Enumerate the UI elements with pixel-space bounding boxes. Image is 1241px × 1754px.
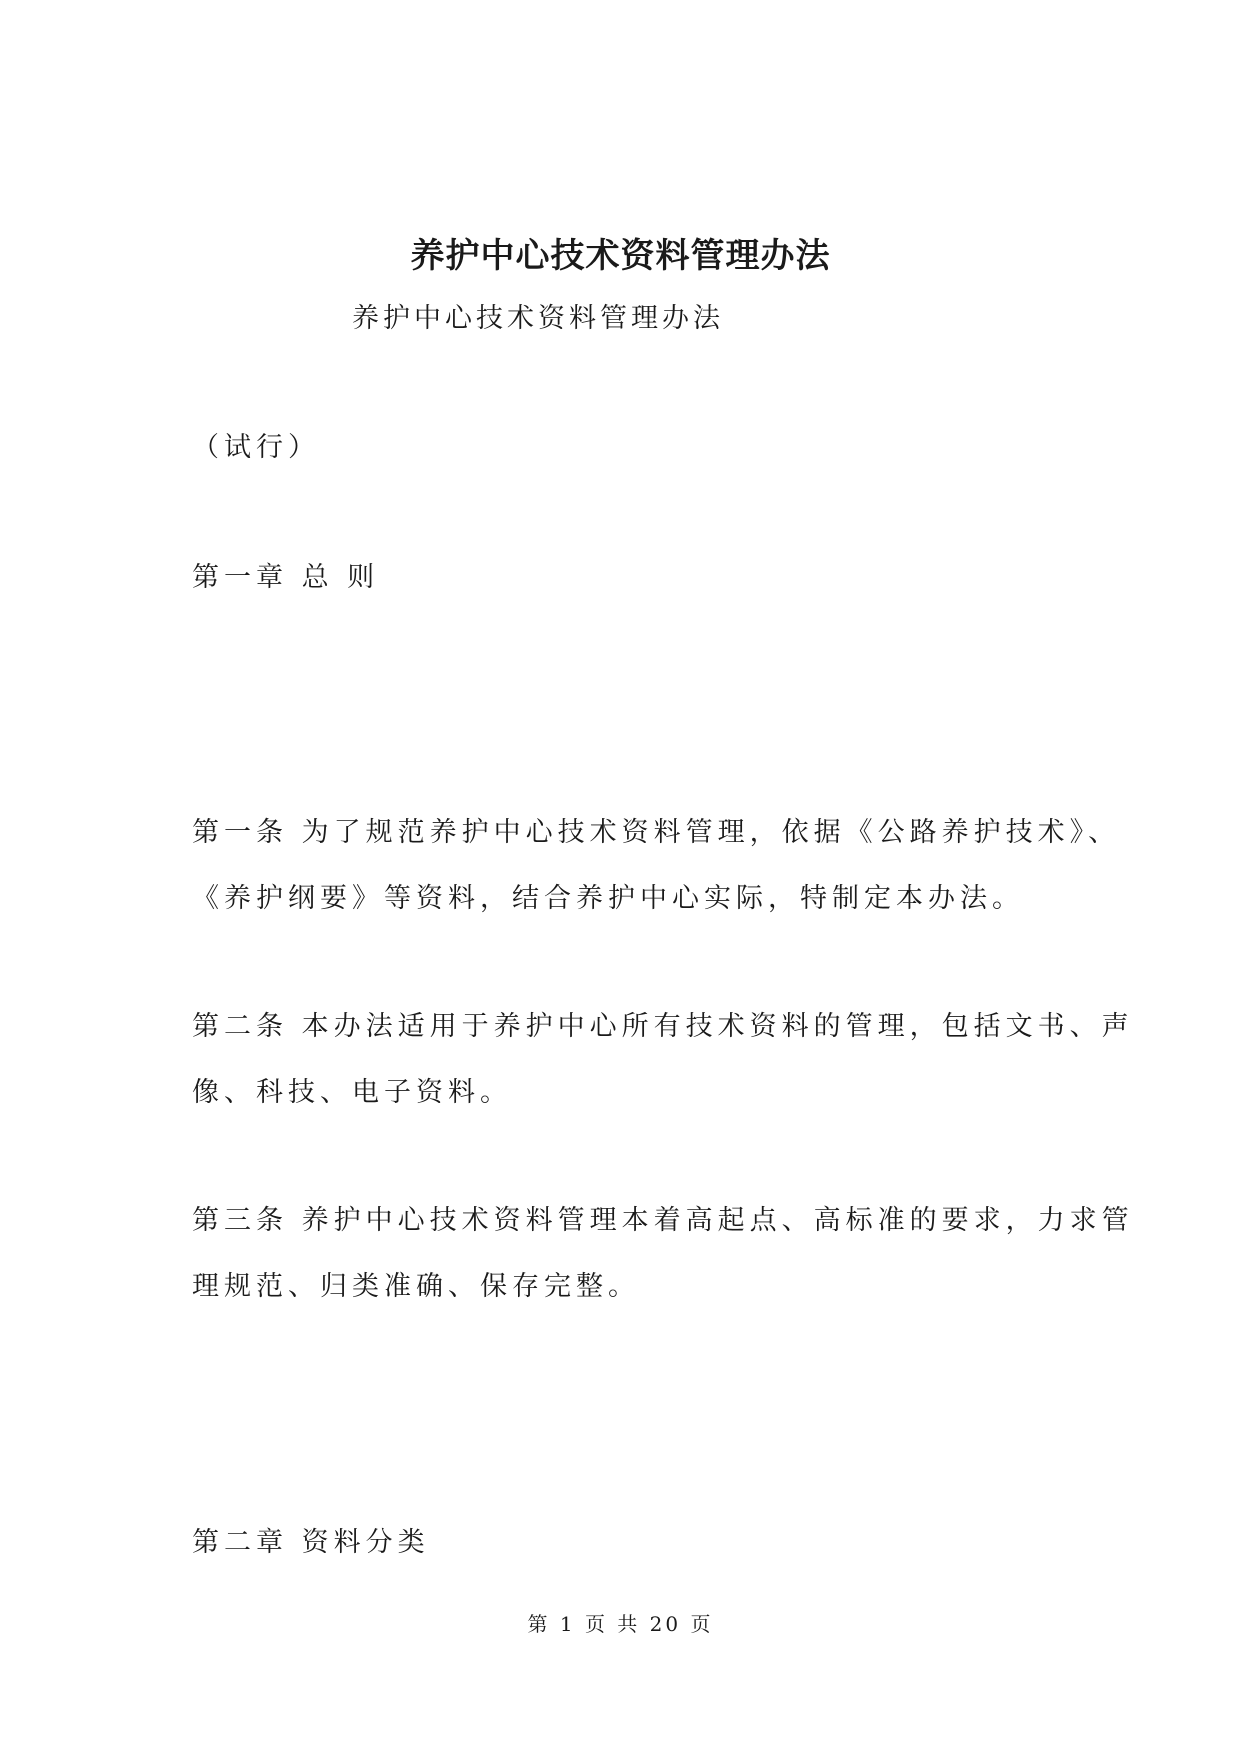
article-3-line-1: 第三条 养护中心技术资料管理本着高起点、高标准的要求，力求管 bbox=[192, 1205, 1134, 1236]
article-1-line-2: 《养护纲要》等资料，结合养护中心实际，特制定本办法。 bbox=[192, 883, 1024, 914]
document-subtitle: 养护中心技术资料管理办法 bbox=[352, 303, 724, 334]
page-number-footer: 第 1 页 共 20 页 bbox=[527, 1612, 714, 1636]
trial-note: （试行） bbox=[192, 432, 320, 463]
article-1-line-1: 第一条 为了规范养护中心技术资料管理，依据《公路养护技术》、 bbox=[192, 817, 1121, 848]
chapter-2-heading: 第二章 资料分类 bbox=[192, 1527, 430, 1558]
article-3-line-2: 理规范、归类准确、保存完整。 bbox=[192, 1271, 640, 1302]
article-2-line-1: 第二条 本办法适用于养护中心所有技术资料的管理，包括文书、声 bbox=[192, 1011, 1134, 1042]
article-2-line-2: 像、科技、电子资料。 bbox=[192, 1077, 512, 1108]
chapter-1-heading: 第一章 总 则 bbox=[192, 562, 380, 593]
document-title: 养护中心技术资料管理办法 bbox=[410, 236, 831, 276]
